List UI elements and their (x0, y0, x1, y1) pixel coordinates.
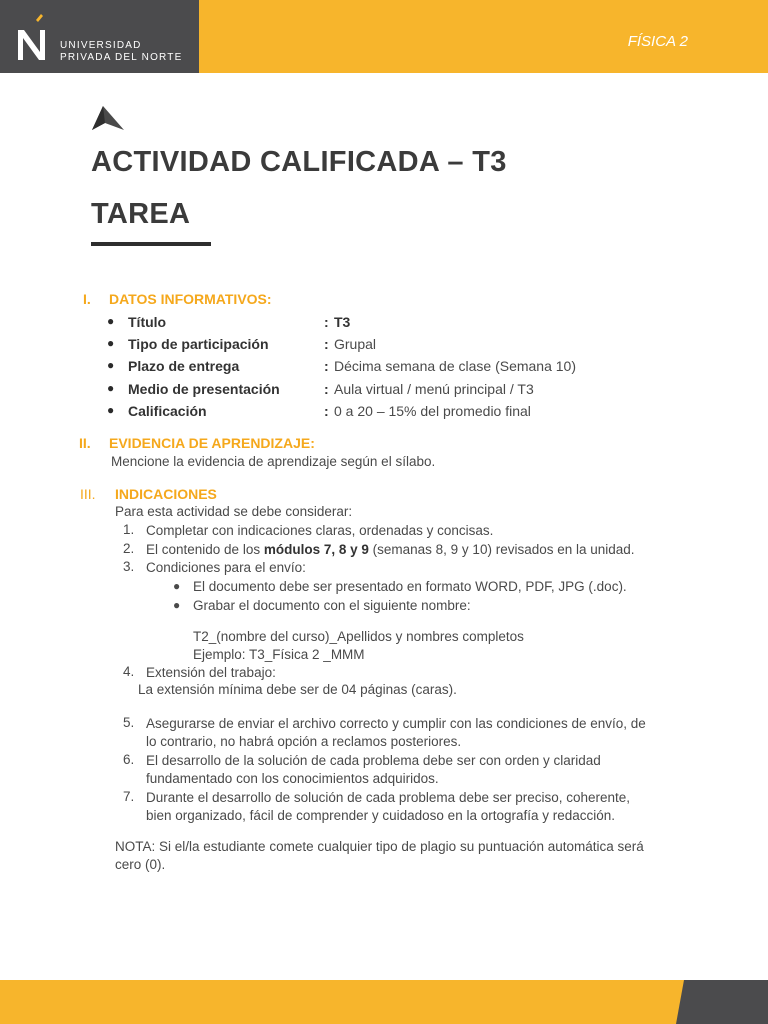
item2-text-pre: El contenido de los (146, 542, 264, 557)
section-heading: DATOS INFORMATIVOS: (109, 291, 272, 307)
bullet-icon: ● (107, 403, 115, 417)
info-key: Medio de presentación (128, 381, 280, 397)
list-item-7-line1: Durante el desarrollo de solución de cada problema debe ser preciso, coherente, (146, 790, 631, 805)
bullet-icon: ● (107, 336, 115, 350)
section-number: III. (80, 486, 96, 502)
name-format: T2_(nombre del curso)_Apellidos y nombres completos (193, 629, 524, 644)
list-number: 4. (123, 664, 135, 679)
list-item-1: Completar con indicaciones claras, ordenadas y concisas. (146, 523, 494, 538)
list-item-5-line1: Asegurarse de enviar el archivo correcto y cumplir con las condiciones de envío, de (146, 716, 646, 731)
list-item-4: Extensión del trabajo: (146, 665, 276, 680)
note-line1: NOTA: Si el/la estudiante comete cualquier tipo de plagio su puntuación automática será (115, 839, 644, 854)
footer-accent (676, 980, 768, 1024)
info-colon: : (324, 403, 329, 419)
navigation-arrow-icon (90, 104, 126, 132)
bullet-icon: ● (173, 598, 181, 612)
list-number: 3. (123, 559, 135, 574)
bullet-icon: ● (107, 314, 115, 328)
info-colon: : (324, 336, 329, 352)
list-item-7-line2: bien organizado, fácil de comprender y cuidadoso en la ortografía y redacción. (146, 808, 616, 823)
info-key: Tipo de participación (128, 336, 269, 352)
logo-text (60, 40, 182, 64)
info-value: T3 (334, 314, 351, 330)
page-title: ACTIVIDAD CALIFICADA – T3 (91, 146, 507, 178)
section-heading: INDICACIONES (115, 486, 217, 502)
upn-logo-icon (14, 14, 50, 62)
list-number: 7. (123, 789, 135, 804)
list-item-6-line1: El desarrollo de la solución de cada problema debe ser con orden y claridad (146, 753, 601, 768)
list-number: 6. (123, 752, 135, 767)
item2-text-bold: módulos 7, 8 y 9 (263, 542, 369, 557)
bullet-icon: ● (107, 381, 115, 395)
info-key: Título (128, 314, 167, 330)
sub-item-format: El documento debe ser presentado en formato WORD, PDF, JPG (.doc). (193, 579, 627, 594)
university-logo (0, 0, 199, 73)
indicaciones-intro: Para esta actividad se debe considerar: (115, 504, 353, 519)
list-item-4-text: La extensión mínima debe ser de 04 páginas (caras). (138, 682, 457, 697)
logo-line-1: UNIVERSIDAD (60, 40, 142, 51)
section-number: I. (83, 291, 91, 307)
info-colon: : (324, 314, 329, 330)
sub-item-name: Grabar el documento con el siguiente nombre: (193, 598, 471, 613)
info-key: Calificación (128, 403, 207, 419)
page-footer (0, 980, 768, 1024)
info-value: 0 a 20 – 15% del promedio final (334, 403, 531, 419)
section-number: II. (79, 435, 91, 451)
list-number: 2. (123, 541, 135, 556)
info-colon: : (324, 358, 329, 374)
list-number: 1. (123, 522, 135, 537)
name-example: Ejemplo: T3_Física 2 _MMM (193, 647, 365, 662)
bullet-icon: ● (107, 358, 115, 372)
list-item-5-line2: lo contrario, no habrá opción a reclamos posteriores. (146, 734, 462, 749)
section-heading: EVIDENCIA DE APRENDIZAJE: (109, 435, 315, 451)
logo-line-2: PRIVADA DEL NORTE (60, 52, 183, 63)
info-colon: : (324, 381, 329, 397)
list-item-3: Condiciones para el envío: (146, 560, 306, 575)
note-line2: cero (0). (115, 857, 166, 872)
info-key: Plazo de entrega (128, 358, 240, 374)
course-name: FÍSICA 2 (627, 33, 688, 50)
list-item-2 (146, 541, 635, 559)
bullet-icon: ● (173, 579, 181, 593)
info-value: Grupal (334, 336, 377, 352)
item2-text-post: (semanas 8, 9 y 10) revisados en la unidad. (368, 542, 635, 557)
evidencia-text: Mencione la evidencia de aprendizaje según el sílabo. (111, 454, 436, 469)
list-number: 5. (123, 715, 135, 730)
page-subtitle: TAREA (91, 198, 191, 230)
list-item-6-line2: fundamentado con los conocimientos adquiridos. (146, 771, 439, 786)
info-value: Aula virtual / menú principal / T3 (334, 381, 534, 397)
page-header (0, 0, 768, 73)
info-value: Décima semana de clase (Semana 10) (334, 358, 577, 374)
title-underline (91, 242, 211, 246)
